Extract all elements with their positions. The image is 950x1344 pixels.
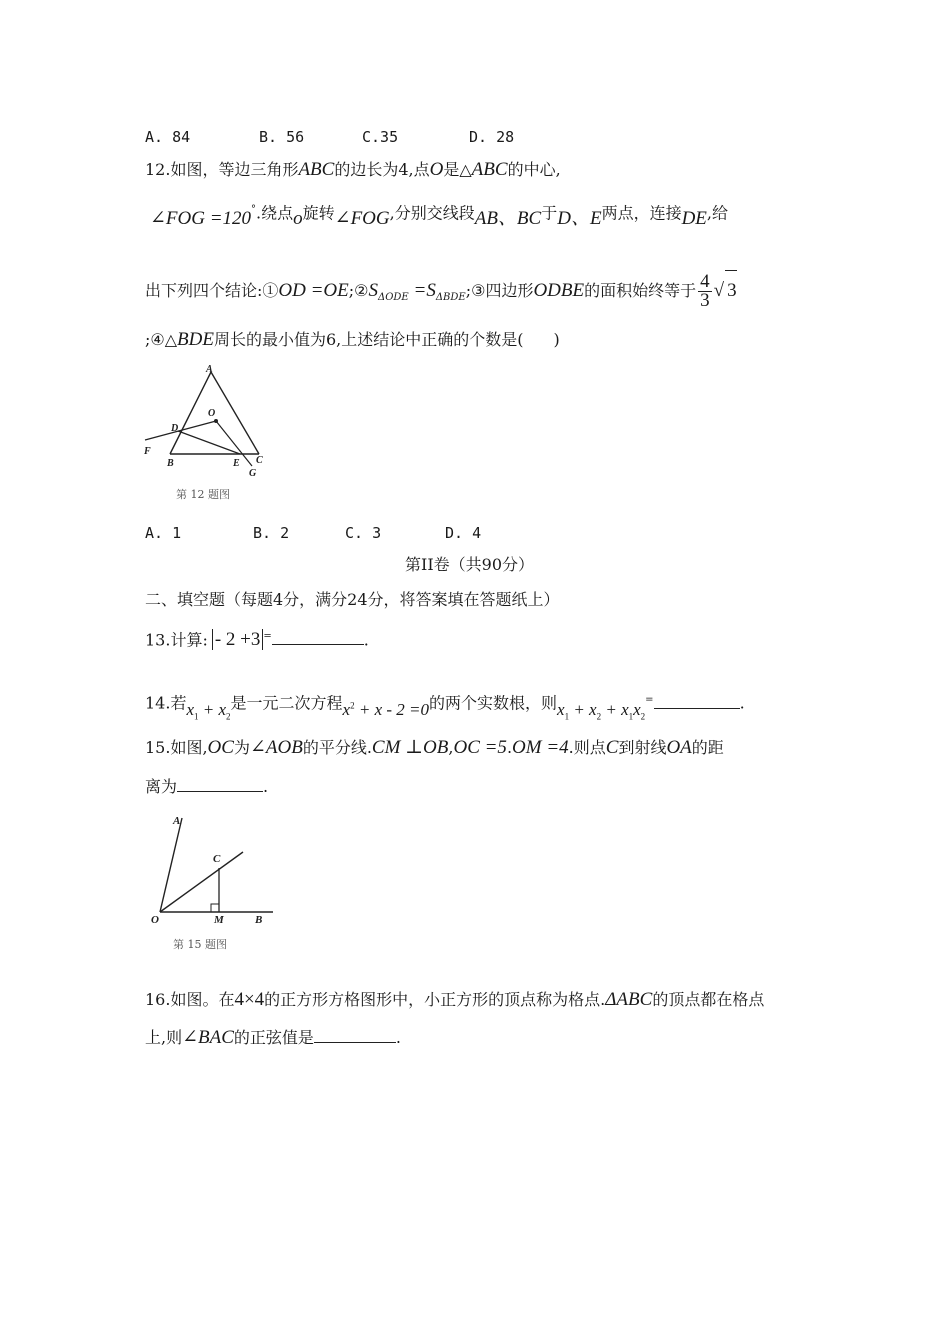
q12-line-3 <box>145 270 737 318</box>
math-sub: 1 <box>628 711 634 722</box>
q15-text: , <box>448 738 454 757</box>
math-bde: BDE <box>177 329 214 350</box>
q14-text: 是一元二次方程 <box>230 693 343 713</box>
math-abc: ABC <box>471 159 508 180</box>
fraction-numerator: 4 <box>700 271 710 292</box>
label-c: C <box>213 853 221 865</box>
math-angle-bac: ∠BAC <box>182 1027 234 1048</box>
q15-answer-blank <box>177 777 263 792</box>
q12-text: ;④△ <box>145 330 178 349</box>
q11-option-a: A. 84 <box>145 128 191 146</box>
segment-de <box>178 431 240 454</box>
q12-text: 两点，连接 <box>601 203 682 223</box>
math-x: x <box>633 699 641 719</box>
math-odbe: ODBE <box>533 280 585 301</box>
q12-text: ) <box>553 330 560 349</box>
label-m: M <box>214 914 224 926</box>
label-o: O <box>208 408 216 419</box>
q13-text: 13.计算: <box>145 630 208 650</box>
q16-text: 的正弦值是 <box>233 1028 314 1047</box>
q15-text: 的距 <box>691 738 724 757</box>
math-eq: = <box>263 631 272 642</box>
math-x: x <box>342 699 351 719</box>
q12-text: 旋转 <box>302 203 335 223</box>
math-points: D、E <box>557 208 602 230</box>
sqrt-3: √ 3 <box>714 280 737 301</box>
figure-12 <box>140 360 280 480</box>
q12-text: 的中心, <box>507 160 561 179</box>
math-plus-x: + x <box>601 699 629 719</box>
q12-text: ;③四边形 <box>465 281 534 300</box>
q12-text: 出下列四个结论:① <box>145 281 279 300</box>
math-sub: 2 <box>640 711 646 722</box>
q15-text: .则点 <box>568 738 606 757</box>
q13-answer-blank <box>272 630 364 645</box>
q12-option-a: A. 1 <box>145 524 182 542</box>
q12-text: ,分别交线段 <box>389 203 475 223</box>
q11-option-d: D. 28 <box>469 128 515 146</box>
q16-text: 16.如图。在 <box>145 990 235 1009</box>
right-angle-mark <box>211 904 219 912</box>
q15-text: 离为 <box>145 777 178 796</box>
ray-of <box>145 421 216 440</box>
q14 <box>145 683 745 726</box>
math-sub: 2 <box>596 711 602 722</box>
q12-text: 于 <box>541 203 558 223</box>
q14-answer-blank <box>654 694 740 709</box>
figure-15 <box>145 810 280 930</box>
math-oa: OA <box>666 737 692 758</box>
figure-15-caption: 第 15 题图 <box>173 938 227 951</box>
math-c: C <box>605 737 619 758</box>
math-sub: ΔBDE <box>435 292 466 304</box>
q15-line-1 <box>145 738 724 758</box>
label-e: E <box>233 458 240 469</box>
section-2-heading: 二、填空题（每题4分，满分24分，将答案填在答题纸上） <box>145 590 560 609</box>
q13 <box>145 627 369 650</box>
q16-text: 上,则 <box>145 1028 183 1047</box>
q12-line-1 <box>145 160 561 180</box>
q16-text: 的正方形方格图形中，小正方形的顶点称为格点. <box>264 990 606 1009</box>
q12-text: 周长的最小值为6,上述结论中正确的个数是( <box>213 330 524 349</box>
q15-line-2 <box>145 777 268 797</box>
math-abs-expr: - 2 +3 <box>212 629 264 650</box>
label-b: B <box>167 458 174 469</box>
math-x1-plus-x2 <box>186 699 231 722</box>
math-plus-x: + x <box>198 699 227 719</box>
math-plus-x: + x <box>569 699 597 719</box>
math-rest: + x - 2 =0 <box>354 699 429 719</box>
q12-line-2 <box>150 195 728 228</box>
q16-line-2 <box>145 1028 401 1048</box>
label-b: B <box>255 914 263 926</box>
q14-end: . <box>739 693 745 713</box>
q13-end: . <box>363 630 369 650</box>
q12-text: 的面积始终等于 <box>584 281 697 300</box>
math-sub: 1 <box>564 711 570 722</box>
math-om-4: OM =4 <box>512 737 569 758</box>
q15-end: . <box>263 777 269 796</box>
q12-text: ;② <box>348 281 369 300</box>
math-sub: 1 <box>194 711 199 722</box>
label-g: G <box>249 468 257 479</box>
fraction-4-3 <box>698 273 712 310</box>
q15-text: 的平分线. <box>302 738 372 757</box>
math-o: o <box>293 208 303 230</box>
q16-answer-blank <box>314 1028 396 1043</box>
side-ac <box>211 372 259 454</box>
degree-sign: ° <box>251 204 257 215</box>
math-de: DE <box>681 208 707 230</box>
q12-text: ,给 <box>706 203 728 223</box>
q15-text: 到射线 <box>618 738 667 757</box>
q12-text: 是△ <box>443 160 472 179</box>
q16-end: . <box>395 1028 402 1047</box>
math-segments: AB、BC <box>474 208 542 230</box>
q11-option-b: B. 56 <box>259 128 305 146</box>
label-c: C <box>256 455 263 466</box>
math-sub: 2 <box>226 711 231 722</box>
q16-line-1 <box>145 990 764 1010</box>
q16-text: 的顶点都在格点 <box>652 990 765 1009</box>
math-equation <box>343 700 429 719</box>
math-sum-product <box>557 699 646 722</box>
math-triangle-abc: ΔABC <box>605 989 653 1010</box>
math-o: O <box>429 159 444 180</box>
math-cm-perp-ob: CM ⊥OB <box>371 737 449 758</box>
math-od-oe: OD =OE <box>278 280 349 301</box>
math-s: S <box>368 280 378 301</box>
label-f: F <box>144 446 151 457</box>
math-x: x <box>557 699 565 719</box>
math-grid-size: 4×4 <box>234 989 265 1010</box>
math-oc: OC <box>207 737 234 758</box>
math-abc: ABC <box>298 159 335 180</box>
label-a: A <box>173 815 181 827</box>
math-s: S <box>426 280 436 301</box>
q11-option-c: C.35 <box>362 128 399 146</box>
math-angle-fog: ∠FOG =120 <box>150 208 252 230</box>
math-eq: = <box>408 280 427 301</box>
side-ab <box>170 372 211 454</box>
figure-12-caption: 第 12 题图 <box>176 488 230 501</box>
q12-text: 12.如图，等边三角形 <box>145 160 299 179</box>
label-d: D <box>171 423 179 434</box>
q15-text: 15.如图, <box>145 738 208 757</box>
math-angle-aob: ∠AOB <box>249 737 303 758</box>
q12-text: 的边长为4,点 <box>334 160 430 179</box>
q12-option-d: D. 4 <box>445 524 482 542</box>
fraction-denominator: 3 <box>700 290 710 311</box>
q14-text: 14.若 <box>145 693 187 713</box>
q12-option-c: C. 3 <box>345 524 382 542</box>
q15-text: . <box>506 738 513 757</box>
math-eq: = <box>645 694 654 706</box>
math-angle-fog: ∠FOG <box>334 208 390 230</box>
q12-option-b: B. 2 <box>253 524 290 542</box>
math-oc-5: OC =5 <box>453 737 507 758</box>
q14-text: 的两个实数根，则 <box>429 693 558 713</box>
q12-line-4 <box>145 330 560 350</box>
sqrt-radicand: 3 <box>725 270 737 311</box>
math-sub: ΔODE <box>377 292 409 304</box>
point-o <box>214 419 218 423</box>
q12-text: .绕点 <box>256 203 294 223</box>
label-o: O <box>151 914 159 926</box>
label-a: A <box>206 364 213 375</box>
part-2-title: 第II卷（共90分） <box>405 555 535 574</box>
math-x: x <box>186 699 194 719</box>
q15-text: 为 <box>233 738 250 757</box>
math-sup: 2 <box>350 700 355 710</box>
